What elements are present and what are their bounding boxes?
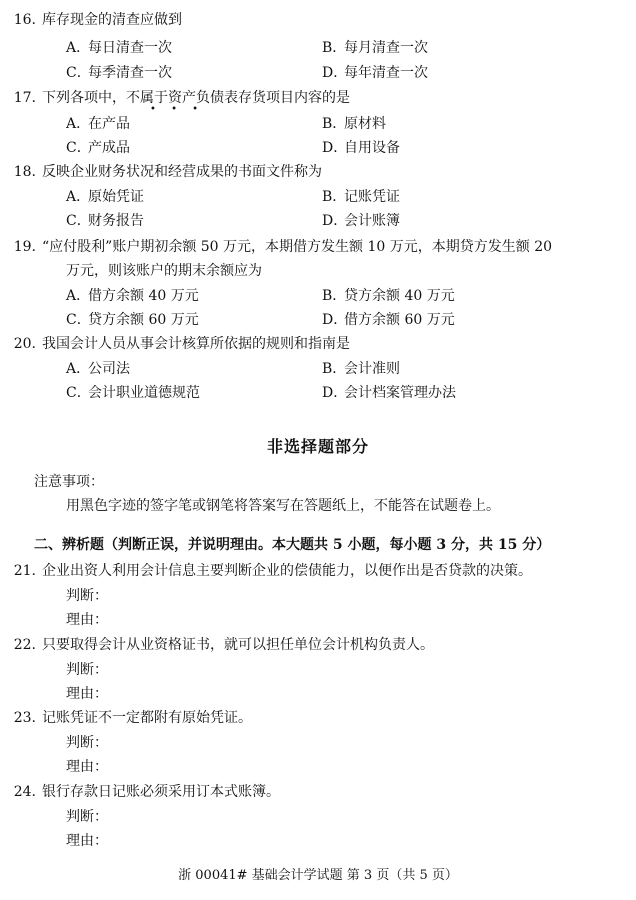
option-b: B．每月清查一次 — [322, 40, 428, 56]
question-20 — [6, 335, 350, 353]
option-a: A．公司法 — [66, 361, 130, 377]
question-number: 17. — [13, 90, 36, 106]
option-b: B．记账凭证 — [322, 189, 400, 205]
question-stem: “应付股利”账户期初余额 50 万元，本期借方发生额 10 万元，本期贷方发生额 20 — [42, 239, 553, 255]
reason-label: 理由： — [66, 686, 108, 702]
option-b: B．会计准则 — [322, 361, 400, 377]
question-stem: 记账凭证不一定都附有原始凭证。 — [42, 710, 252, 726]
question-stem: 企业出资人利用会计信息主要判断企业的偿债能力，以便作出是否贷款的决策。 — [42, 563, 532, 579]
question-23 — [6, 709, 252, 727]
option-c: C．会计职业道德规范 — [66, 385, 200, 401]
question-stem-continued: 万元，则该账户的期末余额应为 — [66, 263, 262, 279]
part2-heading: 二、辨析题（判断正误，并说明理由。本大题共 5 小题，每小题 3 分，共 15 分） — [34, 537, 551, 553]
question-number: 24. — [13, 784, 36, 800]
question-stem: 库存现金的清查应做到 — [42, 12, 182, 28]
option-a: A．借方余额 40 万元 — [66, 288, 199, 304]
judge-label: 判断： — [66, 735, 108, 751]
option-c: C．每季清查一次 — [66, 65, 172, 81]
judge-label: 判断： — [66, 809, 108, 825]
option-c: C．财务报告 — [66, 213, 144, 229]
question-number: 21. — [13, 563, 36, 579]
question-number: 23. — [13, 710, 36, 726]
option-d: D．会计档案管理办法 — [322, 385, 456, 401]
option-b: B．贷方余额 40 万元 — [322, 288, 455, 304]
notice-text: 用黑色字迹的签字笔或钢笔将答案写在答题纸上，不能答在试题卷上。 — [66, 498, 500, 514]
section-title: 非选择题部分 — [266, 437, 369, 456]
reason-label: 理由： — [66, 612, 108, 628]
option-d: D．会计账簿 — [322, 213, 400, 229]
option-a: A．每日清查一次 — [66, 40, 172, 56]
option-a: A．原始凭证 — [66, 189, 144, 205]
option-c: C．贷方余额 60 万元 — [66, 312, 199, 328]
reason-label: 理由： — [66, 833, 108, 849]
option-a: A．在产品 — [66, 116, 130, 132]
question-19 — [6, 238, 552, 256]
question-number: 20. — [13, 336, 36, 352]
option-c: C．产成品 — [66, 140, 130, 156]
emphasis-dots: • • • — [150, 104, 205, 115]
question-22 — [6, 636, 434, 654]
question-number: 22. — [13, 637, 36, 653]
question-16 — [6, 11, 182, 29]
question-number: 18. — [13, 164, 36, 180]
question-stem: 下列各项中，不属于资产负债表存货项目内容的是 — [42, 90, 350, 106]
option-d: D．每年清查一次 — [322, 65, 428, 81]
option-b: B．原材料 — [322, 116, 386, 132]
judge-label: 判断： — [66, 662, 108, 678]
question-stem: 我国会计人员从事会计核算所依据的规则和指南是 — [42, 336, 350, 352]
judge-label: 判断： — [66, 588, 108, 604]
notice-label: 注意事项： — [34, 474, 104, 490]
question-number: 16. — [13, 12, 36, 28]
question-number: 19. — [13, 239, 36, 255]
question-stem: 反映企业财务状况和经营成果的书面文件称为 — [42, 164, 322, 180]
question-18 — [6, 163, 322, 181]
question-stem: 银行存款日记账必须采用订本式账簿。 — [42, 784, 280, 800]
option-d: D．借方余额 60 万元 — [322, 312, 455, 328]
reason-label: 理由： — [66, 759, 108, 775]
page-footer: 浙 00041# 基础会计学试题 第 3 页（共 5 页） — [178, 868, 458, 883]
question-stem: 只要取得会计从业资格证书，就可以担任单位会计机构负责人。 — [42, 637, 434, 653]
option-d: D．自用设备 — [322, 140, 400, 156]
question-21 — [6, 562, 532, 580]
question-24 — [6, 783, 280, 801]
